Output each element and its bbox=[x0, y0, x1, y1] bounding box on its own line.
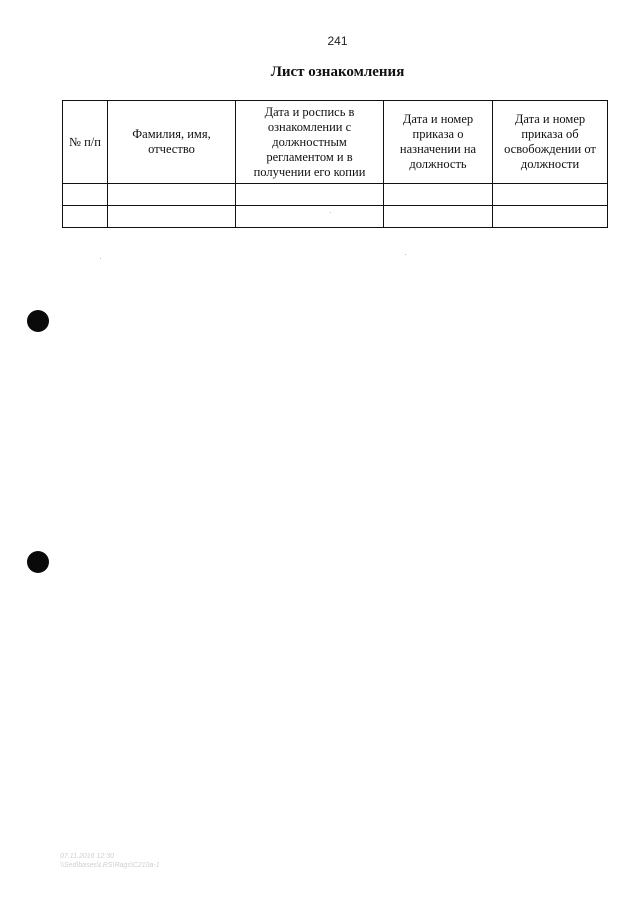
scan-speck bbox=[100, 258, 101, 259]
punch-hole-top bbox=[27, 310, 49, 332]
footer-stamp bbox=[60, 852, 160, 870]
table-cell[interactable] bbox=[108, 184, 236, 206]
header-signature-date: Дата и роспись в ознакомлении с должностным регламентом и в получении его копии bbox=[236, 101, 384, 184]
table-cell[interactable] bbox=[493, 206, 608, 228]
scan-speck bbox=[330, 212, 331, 213]
table-cell[interactable] bbox=[493, 184, 608, 206]
document-title: Лист ознакомления bbox=[270, 64, 405, 80]
footer-path: \\Sed\bases\LRS\Rags\C210a-1 bbox=[60, 862, 160, 869]
table-cell[interactable] bbox=[63, 206, 108, 228]
table-cell[interactable] bbox=[236, 184, 384, 206]
scan-speck bbox=[405, 254, 406, 255]
table-cell[interactable] bbox=[384, 184, 493, 206]
table-row bbox=[63, 206, 608, 228]
footer-date: 07.11.2016 12:30 bbox=[60, 853, 114, 860]
table-cell[interactable] bbox=[384, 206, 493, 228]
header-appointment-order: Дата и номер приказа о назначении на должность bbox=[384, 101, 493, 184]
table-row bbox=[63, 184, 608, 206]
header-full-name: Фамилия, имя, отчество bbox=[108, 101, 236, 184]
table-cell[interactable] bbox=[108, 206, 236, 228]
acknowledgement-table bbox=[62, 100, 608, 228]
punch-hole-bottom bbox=[27, 551, 49, 573]
header-number: № п/п bbox=[63, 101, 108, 184]
table-cell[interactable] bbox=[63, 184, 108, 206]
table-header-row bbox=[63, 101, 608, 184]
table-cell[interactable] bbox=[236, 206, 384, 228]
header-dismissal-order: Дата и номер приказа об освобождении от должности bbox=[493, 101, 608, 184]
page-number: 241 bbox=[327, 34, 348, 48]
